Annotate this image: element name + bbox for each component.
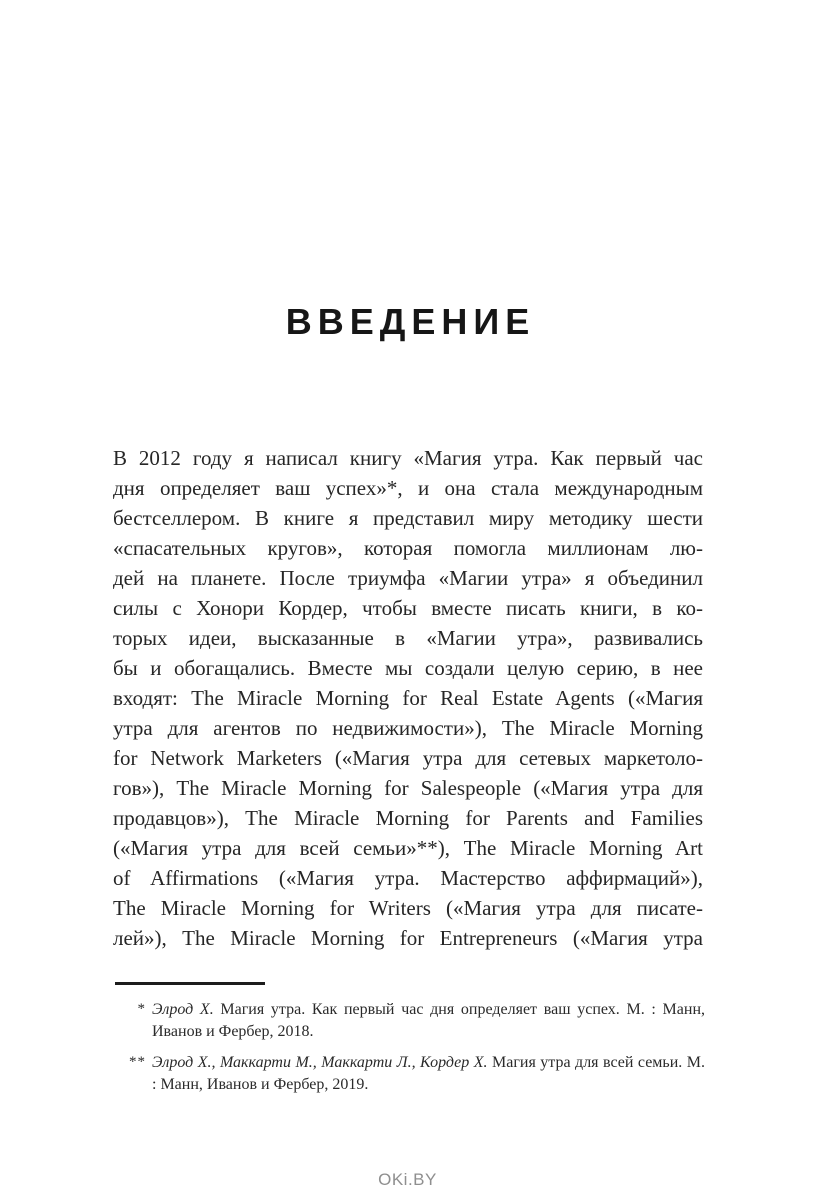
footnote-authors: Элрод Х. bbox=[152, 1001, 214, 1018]
footnote-marker: ** bbox=[129, 1054, 146, 1070]
body-line: лей»), The Miracle Morning for Entrepreneurs («Магия утра bbox=[113, 926, 703, 950]
watermark: OKi.BY bbox=[378, 1170, 437, 1189]
body-line: торых идеи, высказанные в «Магии утра», развивались bbox=[113, 626, 703, 650]
footnote-text: Магия утра. Как первый час дня определяет ваш успех. М. : Манн, Иванов и Фербер, 2018. bbox=[152, 1001, 705, 1040]
body-line: силы с Хонори Кордер, чтобы вместе писать книги, в ко- bbox=[113, 596, 703, 620]
body-paragraph bbox=[113, 443, 703, 953]
body-line: of Affirmations («Магия утра. Мастерство аффирмаций»), bbox=[113, 866, 703, 890]
body-line: The Miracle Morning for Writers («Магия утра для писате- bbox=[113, 896, 703, 920]
body-line: утра для агентов по недвижимости»), The Miracle Morning bbox=[113, 716, 703, 740]
body-line: бы и обогащались. Вместе мы создали целую серию, в нее bbox=[113, 656, 703, 680]
body-line: «спасательных кругов», которая помогла миллионам лю- bbox=[113, 536, 703, 560]
body-line: продавцов»), The Miracle Morning for Parents and Families bbox=[113, 806, 703, 830]
footnote bbox=[113, 999, 705, 1043]
body-line: дей на планете. После триумфа «Магии утра» я объединил bbox=[113, 566, 703, 590]
body-line: дня определяет ваш успех»*, и она стала международным bbox=[113, 476, 703, 500]
body-line: («Магия утра для всей семьи»**), The Miracle Morning Art bbox=[113, 836, 703, 860]
body-line: бестселлером. В книге я представил миру методику шести bbox=[113, 506, 703, 530]
chapter-title: ВВЕДЕНИЕ bbox=[285, 301, 536, 342]
footnote-marker: * bbox=[137, 1001, 146, 1017]
footnotes-block bbox=[113, 999, 705, 1105]
body-line: входят: The Miracle Morning for Real Estate Agents («Магия bbox=[113, 686, 703, 710]
body-line: В 2012 году я написал книгу «Магия утра. Как первый час bbox=[113, 446, 703, 470]
body-line: for Network Marketers («Магия утра для сетевых маркетоло- bbox=[113, 746, 703, 770]
body-line: гов»), The Miracle Morning for Salespeople («Магия утра для bbox=[113, 776, 703, 800]
footnote-text: Магия утра для всей семьи. М. : Манн, Иванов и Фербер, 2019. bbox=[152, 1054, 705, 1093]
footnote-separator bbox=[115, 982, 265, 985]
footnote-authors: Элрод Х., Маккарти М., Маккарти Л., Кордер Х. bbox=[152, 1054, 488, 1071]
footnote bbox=[113, 1052, 705, 1096]
